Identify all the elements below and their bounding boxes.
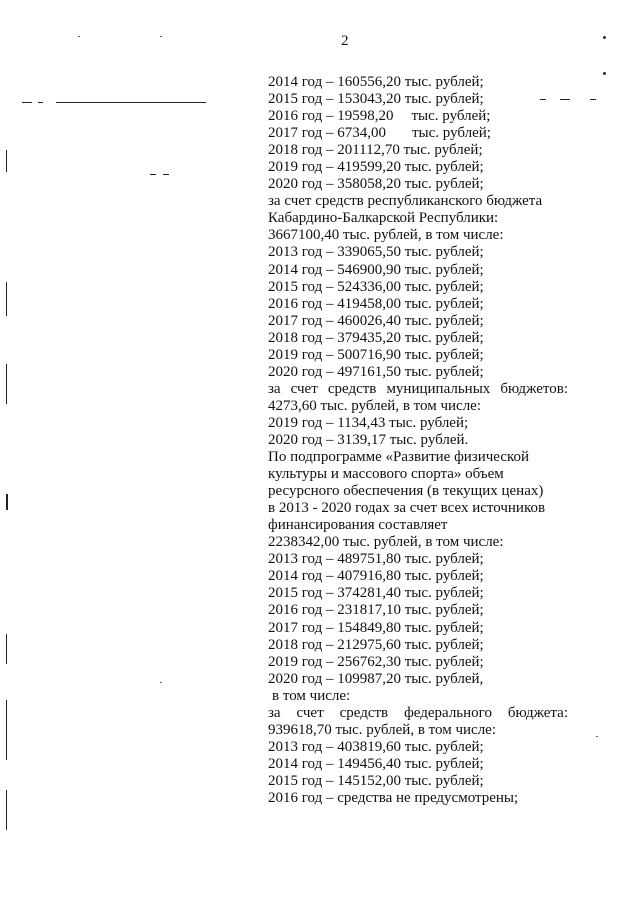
text-line: Кабардино-Балкарской Республики: (268, 210, 499, 227)
text-line: 2016 год – 231817,10 тыс. рублей; (268, 602, 484, 619)
page-number: 2 (341, 33, 349, 49)
scan-artifact-dash (590, 99, 596, 100)
text-line: 2020 год – 109987,20 тыс. рублей, (268, 670, 484, 687)
text-line: 2014 год – 407916,80 тыс. рублей; (268, 568, 484, 585)
text-line: 2015 год – 524336,00 тыс. рублей; (268, 278, 484, 295)
scan-artifact-dot (603, 72, 606, 75)
text-line (268, 108, 568, 125)
text-line: за счет средств федерального бюджета: (268, 704, 568, 721)
scan-artifact-dash (38, 102, 43, 103)
budget-text-block (268, 74, 568, 807)
text-line: 4273,60 тыс. рублей, в том числе: (268, 397, 482, 414)
text-line: 2014 год – 546900,90 тыс. рублей; (268, 261, 484, 278)
text-line: 2016 год – 419458,00 тыс. рублей; (268, 295, 484, 312)
text-line: 2013 год – 489751,80 тыс. рублей; (268, 551, 484, 568)
text-line: 2020 год – 358058,20 тыс. рублей; (268, 176, 484, 193)
text-line: 2238342,00 тыс. рублей, в том числе: (268, 534, 504, 551)
text-line: 2017 год – 460026,40 тыс. рублей; (268, 312, 484, 329)
scan-artifact-dash (540, 99, 546, 100)
scan-artifact-dot (78, 36, 80, 37)
text-line: 2014 год – 160556,20 тыс. рублей; (268, 74, 484, 90)
text-line: По подпрограмме «Развитие физической (268, 449, 530, 466)
scan-artifact-edge (6, 700, 7, 760)
text-line: 2019 год – 500716,90 тыс. рублей; (268, 346, 484, 363)
text-line: 2013 год – 339065,50 тыс. рублей; (268, 244, 484, 261)
text-line: 2016 год – средства не предусмотрены; (268, 789, 519, 806)
text-line: за счет средств муниципальных бюджетов: (268, 380, 568, 397)
text-line: 2020 год – 3139,17 тыс. рублей. (268, 431, 469, 448)
scan-artifact-edge (6, 282, 7, 316)
text-line-amount: 2016 год – 19598,20 (268, 108, 394, 125)
text-line: в том числе: (272, 687, 351, 704)
text-line: 2018 год – 212975,60 тыс. рублей; (268, 636, 484, 653)
text-line: 2015 год – 374281,40 тыс. рублей; (268, 585, 484, 602)
text-line: 2019 год – 419599,20 тыс. рублей; (268, 159, 484, 176)
text-line: 2018 год – 201112,70 тыс. рублей; (268, 142, 483, 159)
scan-artifact-line (56, 102, 206, 103)
text-line: 2019 год – 1134,43 тыс. рублей; (268, 414, 469, 431)
scan-artifact-dot (160, 682, 162, 683)
text-line: 2018 год – 379435,20 тыс. рублей; (268, 329, 484, 346)
text-line: 2020 год – 497161,50 тыс. рублей; (268, 363, 484, 380)
scan-artifact-edge (6, 634, 7, 664)
text-line: 939618,70 тыс. рублей, в том числе: (268, 721, 497, 738)
text-line: 2014 год – 149456,40 тыс. рублей; (268, 755, 484, 772)
text-line-unit: тыс. рублей; (411, 125, 491, 142)
text-line: ресурсного обеспечения (в текущих ценах) (268, 483, 544, 500)
text-line-unit: тыс. рублей; (411, 108, 491, 125)
scan-artifact-dash (150, 174, 156, 175)
scan-artifact-dash (22, 102, 32, 103)
scan-artifact-dash (163, 174, 169, 175)
scan-artifact-edge (6, 494, 8, 510)
scan-artifact-dash (560, 99, 570, 100)
text-line: 2019 год – 256762,30 тыс. рублей; (268, 653, 484, 670)
text-line: в 2013 - 2020 годах за счет всех источников (268, 500, 546, 517)
text-line: 2017 год – 154849,80 тыс. рублей; (268, 619, 484, 636)
scan-artifact-edge (6, 364, 7, 404)
text-line: культуры и массового спорта» объем (268, 466, 504, 483)
scan-artifact-dot (596, 736, 598, 737)
scan-artifact-edge (6, 790, 7, 830)
text-line: финансирования составляет (268, 517, 448, 534)
text-line: за счет средств республиканского бюджета (268, 193, 543, 210)
text-line: 2015 год – 145152,00 тыс. рублей; (268, 772, 484, 789)
scan-artifact-dot (160, 36, 162, 37)
scan-artifact-edge (6, 150, 7, 172)
text-line: 2015 год – 153043,20 тыс. рублей; (268, 91, 484, 108)
text-line (268, 125, 568, 142)
text-line: 2013 год – 403819,60 тыс. рублей; (268, 738, 484, 755)
text-line: 3667100,40 тыс. рублей, в том числе: (268, 227, 504, 244)
scan-artifact-dot (603, 36, 606, 39)
text-line-amount: 2017 год – 6734,00 (268, 125, 386, 142)
